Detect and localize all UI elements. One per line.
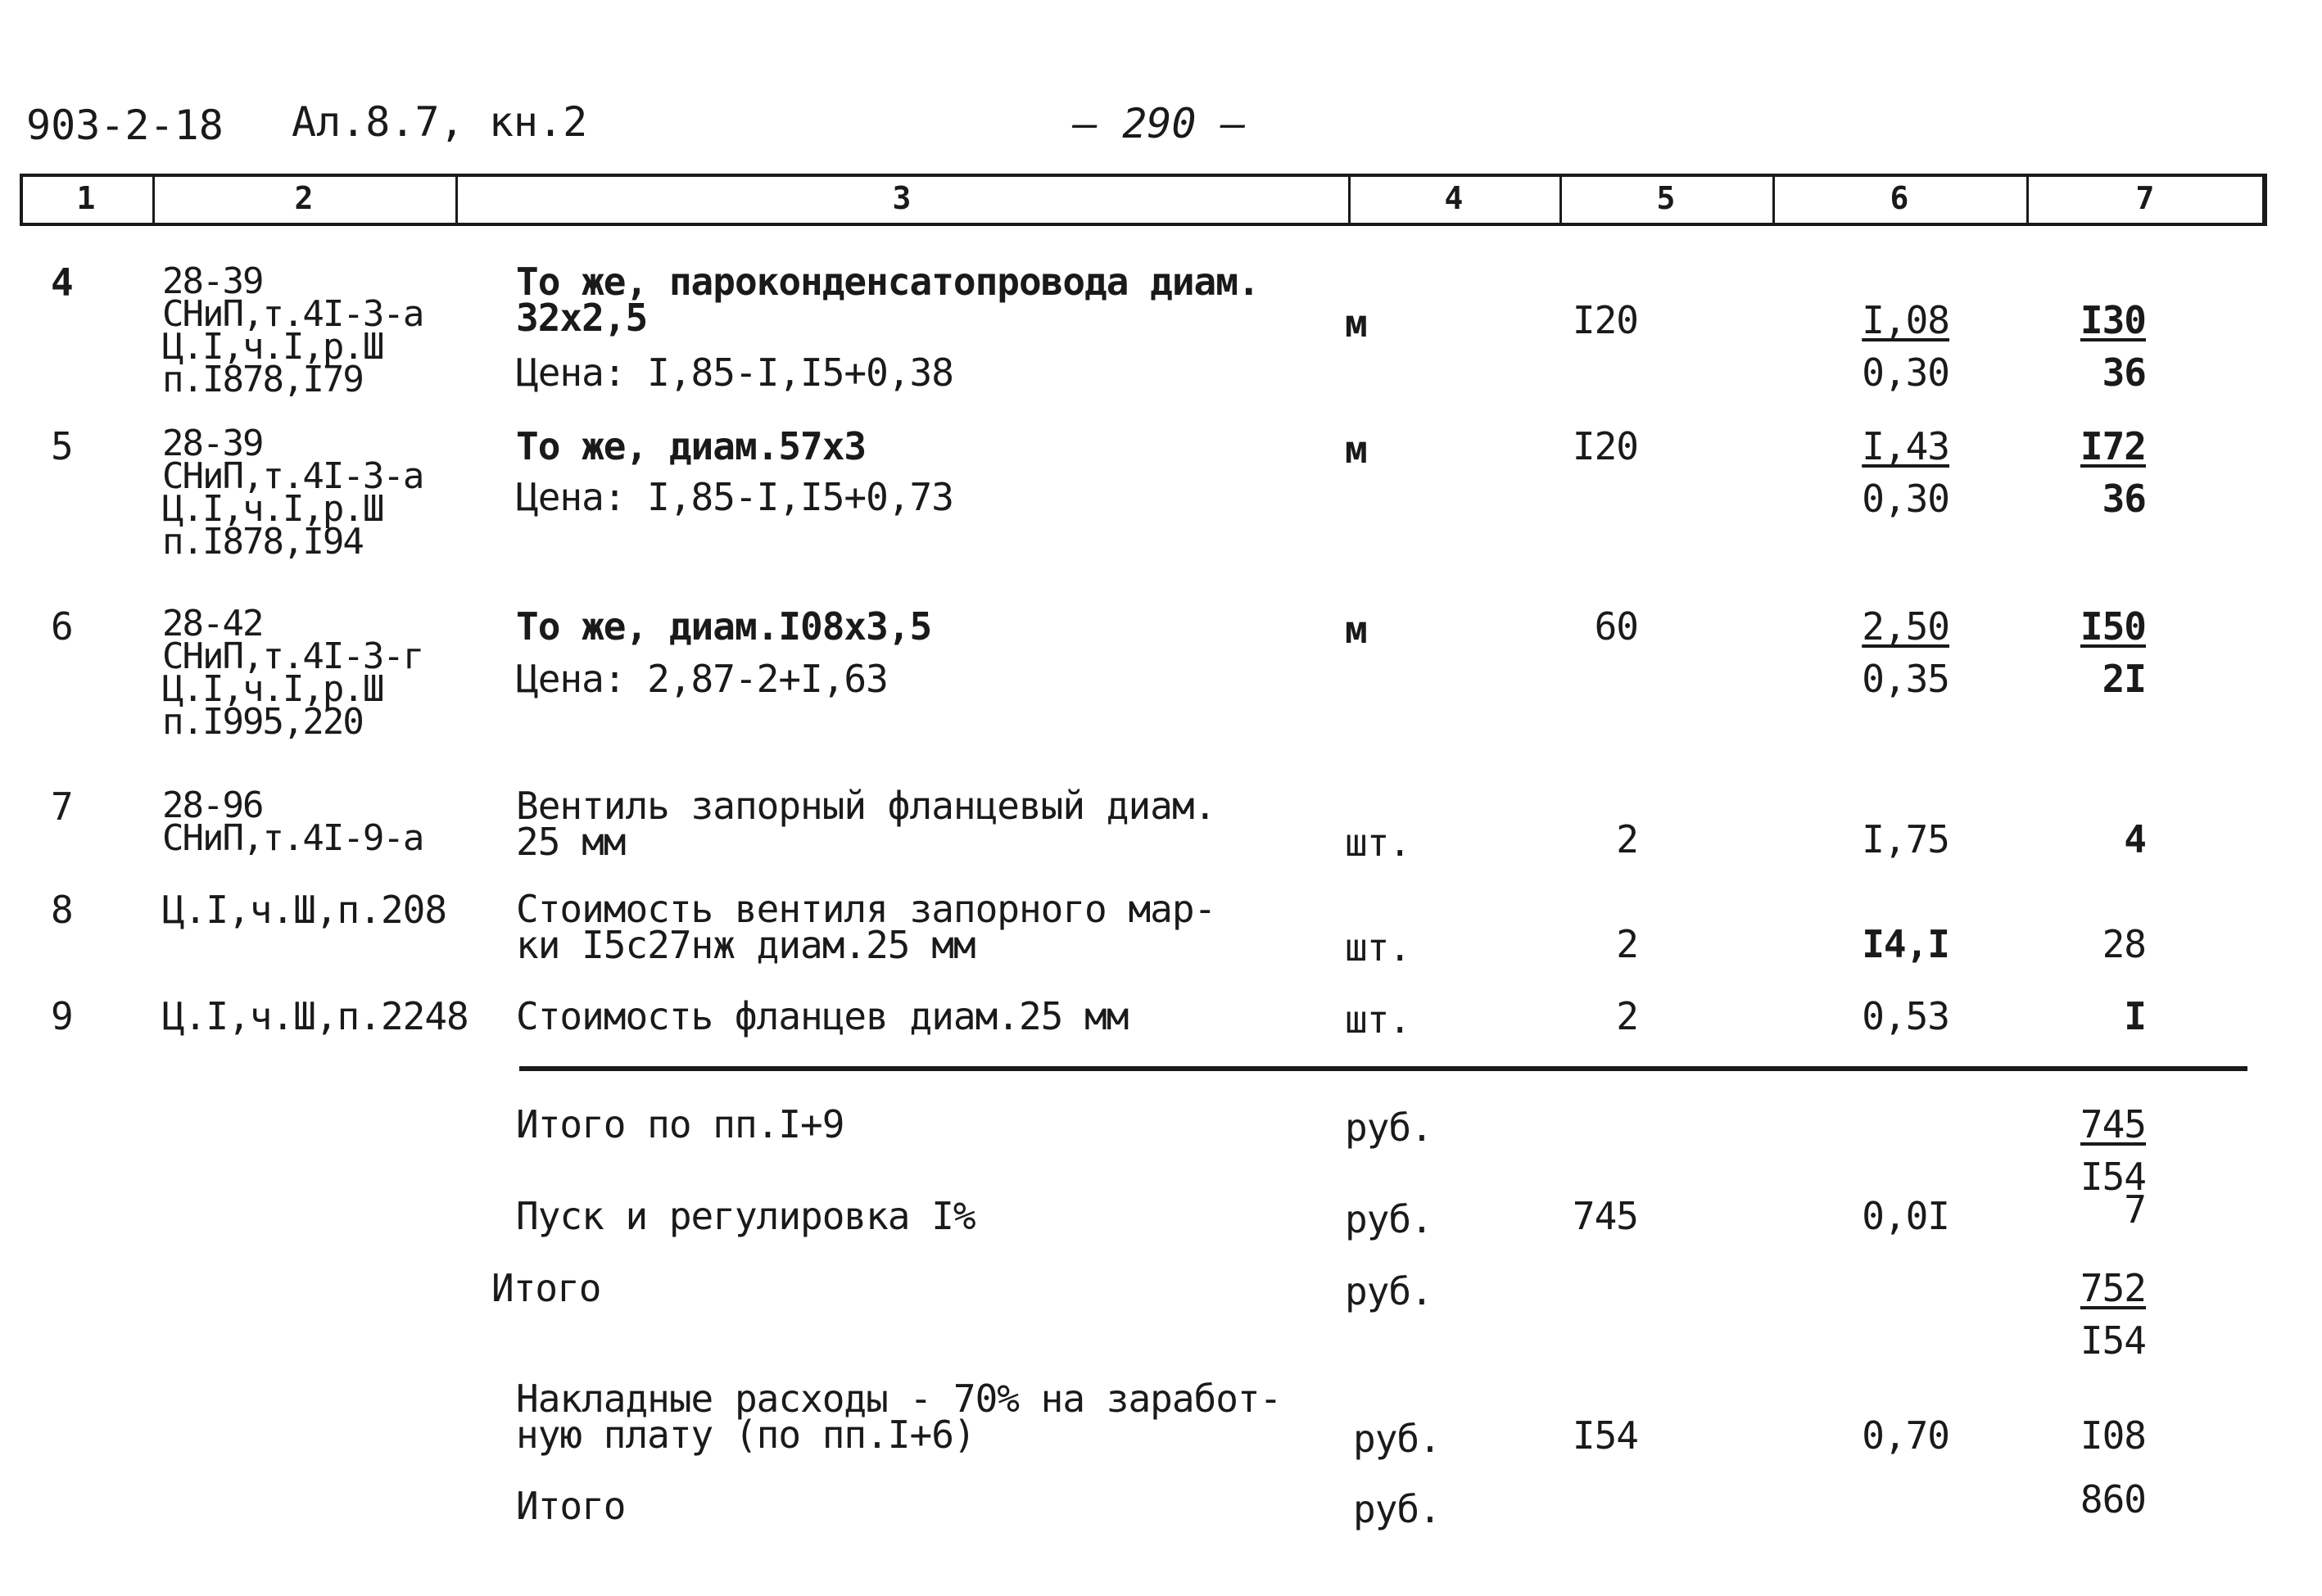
- row-unit: шт.: [1345, 821, 1411, 865]
- total-cost: I72: [2080, 424, 2146, 468]
- row-description: То же, диам.57х3: [516, 424, 867, 468]
- summary-label: Пуск и регулировка I%: [516, 1194, 975, 1238]
- summary-total: 860: [2080, 1477, 2146, 1521]
- page-number: — 290 —: [1073, 100, 1246, 147]
- row-unit-rate: I4,I: [1862, 922, 1949, 966]
- summary-label: Итого по пп.I+9: [516, 1102, 844, 1146]
- row-total: [2031, 298, 2146, 406]
- total-cost: 745: [2080, 1102, 2146, 1146]
- row-unit: м: [1345, 427, 1367, 472]
- summary-total: I08: [2080, 1413, 2146, 1458]
- summary-label: Итого: [491, 1266, 601, 1310]
- summary-total: 7: [2124, 1187, 2146, 1232]
- summary-unit: руб.: [1345, 1269, 1433, 1313]
- summary-unit: руб.: [1345, 1105, 1433, 1150]
- row-total: 28: [2102, 922, 2146, 966]
- row-unit: шт.: [1345, 997, 1411, 1042]
- summary-quantity: I54: [1572, 1413, 1638, 1458]
- summary-unit: руб.: [1353, 1417, 1441, 1461]
- row-reference: 28-96 СНиП,т.4I-9-а: [162, 784, 423, 859]
- rate-wage: 0,35: [1862, 657, 1949, 701]
- row-price-formula: Цена: I,85-I,I5+0,38: [516, 350, 953, 395]
- total-cost: I30: [2080, 298, 2146, 342]
- row-reference: 28-39 СНиП,т.4I-3-а Ц.I,ч.I,р.Ш п.I878,I79: [162, 260, 423, 400]
- column-header-6: 6: [1890, 180, 1909, 216]
- total-wage: I54: [2080, 1155, 2146, 1199]
- row-quantity: 60: [1594, 604, 1638, 649]
- row-description: Стоимость фланцев диам.25 мм: [516, 994, 1129, 1038]
- row-description: Стоимость вентиля запорного мар- ки I5с27нж диам.25 мм: [516, 887, 1216, 967]
- column-header-1: 1: [76, 180, 96, 216]
- row-quantity: 2: [1616, 922, 1638, 966]
- total-cost: 752: [2080, 1266, 2146, 1310]
- row-quantity: 2: [1616, 994, 1638, 1038]
- row-description: То же, диам.I08х3,5: [516, 604, 932, 649]
- row-price-formula: Цена: I,85-I,I5+0,73: [516, 475, 953, 519]
- rate-wage: 0,30: [1862, 477, 1949, 521]
- row-unit-rate: [1802, 424, 1949, 532]
- summary-total: [2031, 1102, 2146, 1199]
- row-description: Вентиль запорный фланцевый диам. 25 мм: [516, 784, 1216, 864]
- row-quantity: 2: [1616, 817, 1638, 861]
- row-total: [2031, 604, 2146, 712]
- column-header-5: 5: [1656, 180, 1676, 216]
- summary-quantity: 745: [1572, 1194, 1638, 1238]
- rate-wage: 0,30: [1862, 350, 1949, 395]
- row-reference: Ц.I,ч.Ш,п.208: [162, 888, 447, 932]
- row-number: 6: [51, 604, 73, 649]
- total-cost: I50: [2080, 604, 2146, 649]
- row-description: То же, пароконденсатопровода диам. 32х2,5: [516, 260, 1260, 340]
- row-reference: 28-39 СНиП,т.4I-3-а Ц.I,ч.I,р.Ш п.I878,I94: [162, 423, 423, 563]
- row-number: 4: [51, 260, 73, 305]
- row-unit: м: [1345, 301, 1367, 346]
- row-unit-rate: [1802, 604, 1949, 712]
- row-total: I: [2124, 994, 2146, 1038]
- album-reference: Ал.8.7, кн.2: [292, 98, 588, 146]
- doc-code: 903-2-18: [26, 102, 224, 149]
- row-reference: Ц.I,ч.Ш,п.2248: [162, 994, 468, 1038]
- row-unit-rate: I,75: [1862, 817, 1949, 861]
- summary-total: [2031, 1266, 2146, 1374]
- total-wage: 2I: [2102, 657, 2146, 701]
- column-header-2: 2: [294, 180, 314, 216]
- summary-unit: руб.: [1345, 1197, 1433, 1241]
- row-number: 8: [51, 888, 73, 932]
- row-number: 9: [51, 994, 73, 1038]
- row-price-formula: Цена: 2,87-2+I,63: [516, 657, 888, 701]
- summary-rate: 0,70: [1862, 1413, 1949, 1458]
- row-total: 4: [2124, 817, 2146, 861]
- rate-total: I,08: [1862, 298, 1949, 342]
- summary-label: Итого: [516, 1484, 626, 1528]
- row-number: 5: [51, 424, 73, 468]
- column-header-7: 7: [2135, 180, 2155, 216]
- row-unit-rate: 0,53: [1862, 994, 1949, 1038]
- row-unit-rate: [1802, 298, 1949, 406]
- total-wage: 36: [2102, 350, 2146, 395]
- row-number: 7: [51, 784, 73, 829]
- summary-unit: руб.: [1353, 1487, 1441, 1531]
- row-total: [2031, 424, 2146, 532]
- row-quantity: I20: [1572, 298, 1638, 342]
- row-quantity: I20: [1572, 424, 1638, 468]
- column-header-3: 3: [892, 180, 912, 216]
- summary-label: Накладные расходы - 70% на заработ- ную плату (по пп.I+6): [516, 1377, 1282, 1457]
- rate-total: 2,50: [1862, 604, 1949, 649]
- row-reference: 28-42 СНиП,т.4I-3-г Ц.I,ч.I,р.Ш п.I995,220: [162, 603, 423, 743]
- summary-divider: [519, 1066, 2247, 1071]
- total-wage: I54: [2080, 1318, 2146, 1363]
- column-header-4: 4: [1444, 180, 1464, 216]
- summary-rate: 0,0I: [1862, 1194, 1949, 1238]
- rate-total: I,43: [1862, 424, 1949, 468]
- row-unit: шт.: [1345, 925, 1411, 970]
- total-wage: 36: [2102, 477, 2146, 521]
- row-unit: м: [1345, 608, 1367, 652]
